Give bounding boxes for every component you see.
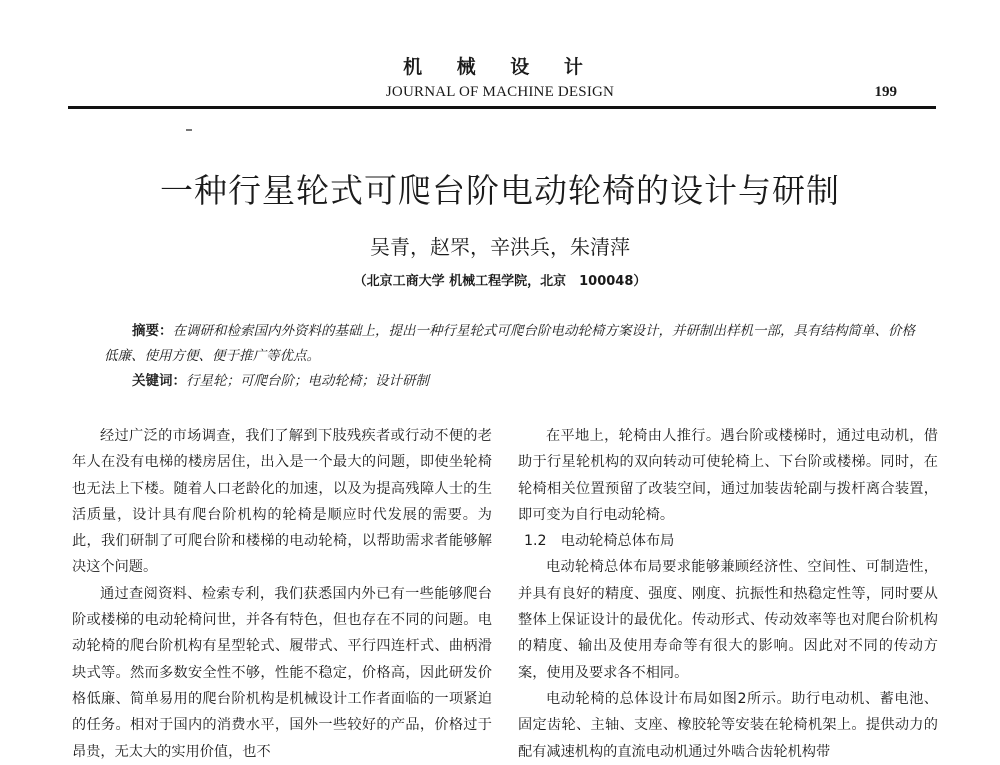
left-column: [72, 423, 492, 765]
journal-name-cn: 机 械 设 计: [403, 56, 597, 78]
abstract-paragraph: [104, 319, 916, 369]
journal-name-en: JOURNAL OF MACHINE DESIGN: [385, 84, 615, 100]
right-column: [518, 423, 938, 765]
abstract-text: 在调研和检索国内外资料的基础上，提出一种行星轮式可爬台阶电动轮椅方案设计，并研制出样机一部，具有结构简单、价格低廉、使用方便、便于推广等优点。: [104, 323, 915, 364]
body-paragraph: 电动轮椅总体布局要求能够兼顾经济性、空间性、可制造性，并具有良好的精度、强度、刚度、抗振性和热稳定性等，同时要从整体上保证设计的最优化。传动形式、传动效率等也对爬台阶机构的精度、输出及使用寿命等有很大的影响。因此对不同的传动方案，使用及要求各不相同。: [518, 559, 938, 681]
header-rule: [68, 106, 936, 109]
authors: 吴青，赵罘，辛洪兵，朱清萍: [370, 235, 630, 259]
page-number: 199: [874, 84, 897, 100]
section-heading: 1.2 电动轮椅总体布局: [524, 533, 675, 550]
keywords-text: 行星轮；可爬台阶；电动轮椅；设计研制: [186, 373, 429, 389]
body-paragraph: 电动轮椅的总体设计布局如图2所示。助行电动机、蓄电池、固定齿轮、主轴、支座、橡胶轮等安装在轮椅机架上。提供动力的配有减速机构的直流电动机通过外啮合齿轮机构带: [518, 690, 938, 760]
abstract-label: 摘要：: [132, 323, 173, 339]
body-paragraph: 在平地上，轮椅由人推行。遇台阶或楼梯时，通过电动机，借助于行星轮机构的双向转动可使轮椅上、下台阶或楼梯。同时，在轮椅相关位置预留了改装空间，通过加装齿轮副与拨杆离合装置，即可变为自行电动轮椅。: [518, 428, 938, 523]
stray-mark: [186, 129, 192, 131]
abstract-block: [104, 319, 916, 394]
keywords-label: 关键词：: [132, 373, 186, 389]
paper-title: 一种行星轮式可爬台阶电动轮椅的设计与研制: [160, 171, 840, 210]
keywords-line: [104, 369, 916, 394]
affiliation: （北京工商大学 机械工程学院，北京 100048）: [353, 274, 647, 289]
body-paragraph: 经过广泛的市场调查，我们了解到下肢残疾者或行动不便的老年人在没有电梯的楼房居住，出入是一个最大的问题，即使坐轮椅也无法上下楼。随着人口老龄化的加速，以及为提高残障人士的生活质量，设计具有爬台阶机构的轮椅是顺应时代发展的需要。为此，我们研制了可爬台阶和楼梯的电动轮椅，以帮助需求者能够解决这个问题。: [72, 428, 492, 576]
body-paragraph: 通过查阅资料、检索专利，我们获悉国内外已有一些能够爬台阶或楼梯的电动轮椅问世，并各有特色，但也存在不同的问题。电动轮椅的爬台阶机构有星型轮式、履带式、平行四连杆式、曲柄滑块式等。然而多数安全性不够，性能不稳定，价格高，因此研发价格低廉、简单易用的爬台阶机构是机械设计工作者面临的一项紧迫的任务。相对于国内的消费水平，国外一些较好的产品，价格过于昂贵，无太大的实用价值，也不: [72, 585, 492, 760]
